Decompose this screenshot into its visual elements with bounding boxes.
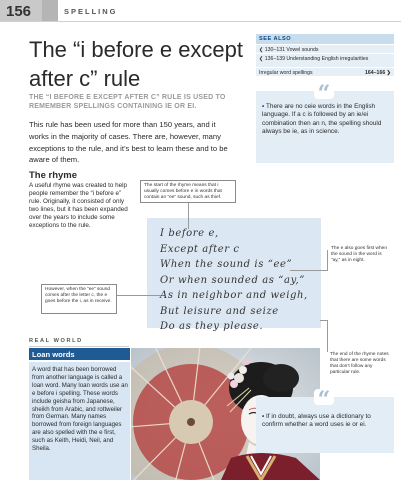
annotation-start: The start of the rhyme means that i usually comes before e in words that contain an “ee” sound, such as thief. <box>140 180 236 203</box>
quote-icon: “ <box>314 389 334 405</box>
tip-box <box>256 81 394 163</box>
verse-line: Or when sounded as “ay,” <box>160 274 305 286</box>
real-world-label: REAL WORLD <box>29 338 83 344</box>
annotation-after-c: However, when the “ee” sound comes after the letter c, the e goes before the i, as in receive. <box>41 284 117 314</box>
see-also-item[interactable] <box>256 67 394 76</box>
annotation-ay: The e also goes first when the sound in the word is “ay,” as in eight. <box>331 246 387 263</box>
see-also-item[interactable] <box>256 44 394 53</box>
verse-line: As in neighbor and weigh, <box>160 290 308 301</box>
page-subtitle: THE “I BEFORE E EXCEPT AFTER C” RULE IS USED TO REMEMBER SPELLINGS CONTAINING IE OR EI. <box>29 94 226 110</box>
annotation-leader <box>117 295 161 296</box>
see-also-label: Irregular word spellings <box>259 69 313 76</box>
title-line-2: after c” rule <box>29 66 141 91</box>
see-also-box <box>256 34 394 76</box>
see-also-label: ❮ 136–139 Understanding English irregularities <box>259 55 369 62</box>
verse-line: When the sound is “ee” <box>160 259 293 270</box>
verse-line: Do as they please. <box>160 321 264 332</box>
see-also-label: ❮ 130–131 Vowel sounds <box>259 46 319 53</box>
page-number: 156 <box>0 0 58 22</box>
page-number-tab <box>42 0 58 22</box>
see-also-heading: SEE ALSO <box>256 34 394 44</box>
bullet-icon: • <box>262 413 267 420</box>
title-line-1: The “i before e except <box>29 37 244 62</box>
page-title <box>29 35 249 93</box>
page-header <box>0 0 401 22</box>
section-name: SPELLING <box>64 7 118 16</box>
header-divider <box>0 21 401 22</box>
verse-line: But leisure and seize <box>160 305 279 317</box>
quote-icon: “ <box>314 83 334 99</box>
verse-line: Except after c <box>160 243 240 255</box>
intro-paragraph: This rule has been used for more than 150 years, and it works in the majority of cases. There are, however, many exceptions to the rule, and it’s best to learn these and to be aware of them. <box>29 120 228 165</box>
divider <box>29 346 129 347</box>
annotation-end: The end of the rhyme notes that there are some words that don’t follow any particular rule. <box>330 352 389 375</box>
section-body: A useful rhyme was created to help people remember the “i before e” rule. Originally, it consisted of only two lines, but it has been expanded over the years to include some exceptions to the rule. <box>29 182 128 229</box>
annotation-leader <box>290 270 328 271</box>
loan-words-text: A word that has been borrowed from another language is called a loan word. Many loan words use an e before i spelling. These words include geisha from Japanese, sheikh from Arabic, and rottweiler from German. Many names borrowed from foreign languages are also spelled with the e first, such as Keith, Heidi, Neil, and Sheila. <box>32 366 128 453</box>
annotation-leader <box>188 203 189 229</box>
verse-line: I before e, <box>160 228 219 239</box>
tip-box <box>256 387 394 453</box>
section-heading: The rhyme <box>29 170 78 181</box>
loan-words-heading: Loan words <box>29 348 130 360</box>
annotation-leader <box>327 320 328 352</box>
tip-text: If in doubt, always use a dictionary to confirm whether a word uses ie or ei. <box>262 413 371 429</box>
rhyme-verse <box>160 226 320 335</box>
see-also-pages: 164–166 ❯ <box>365 69 391 76</box>
bullet-icon: • <box>262 103 267 110</box>
see-also-item[interactable] <box>256 53 394 67</box>
annotation-leader <box>327 250 328 271</box>
tip-text: There are no ceie words in the English language. If a c is followed by an ie/ei combination then an n, the spelling should always be ie, as in science. <box>262 103 382 136</box>
